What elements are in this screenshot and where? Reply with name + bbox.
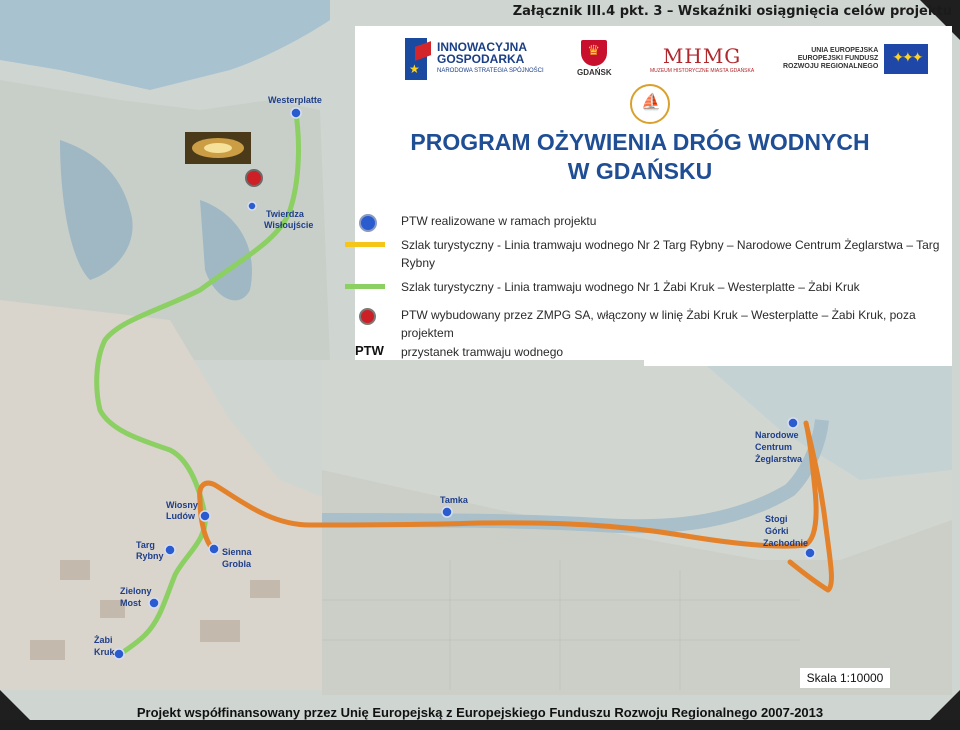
blue-circle-icon bbox=[359, 214, 377, 232]
yellow-line-icon bbox=[345, 242, 385, 247]
logo-ig-line2: GOSPODARKA bbox=[437, 52, 525, 66]
label-wiosny-2: Ludów bbox=[166, 511, 195, 521]
stop-stogi[interactable] bbox=[805, 548, 815, 558]
label-stogi-1: Stogi bbox=[765, 514, 788, 524]
label-twierdza-2: Wisłoujście bbox=[264, 220, 314, 230]
label-westerplatte: Westerplatte bbox=[268, 95, 322, 105]
legend-text: przystanek tramwaju wodnego bbox=[401, 345, 564, 359]
red-circle-icon bbox=[359, 308, 376, 325]
label-zielony-2: Most bbox=[120, 598, 141, 608]
legend-text: Szlak turystyczny - Linia tramwaju wodnego Nr 2 Targ Rybny – Narodowe Centrum Żeglarstwa – Targ Rybny bbox=[401, 238, 940, 270]
label-targ-2: Rybny bbox=[136, 551, 164, 561]
label-wiosny-1: Wiosny bbox=[166, 500, 198, 510]
label-zabi-2: Kruk bbox=[94, 647, 115, 657]
legend-text: Szlak turystyczny - Linia tramwaju wodnego Nr 1 Żabi Kruk – Westerplatte – Żabi Kruk bbox=[401, 280, 860, 294]
innowacyjna-gospodarka-logo bbox=[405, 38, 544, 80]
label-narodowe-2: Centrum bbox=[755, 442, 793, 452]
coat-of-arms-icon: ♛ bbox=[581, 40, 607, 66]
label-sienna-1: Sienna bbox=[222, 547, 252, 557]
stop-twierdza-wisloujscie[interactable] bbox=[248, 202, 256, 210]
ptw-abbreviation: PTW bbox=[355, 343, 384, 358]
green-line-icon bbox=[345, 284, 385, 289]
footer-text: Projekt współfinansowany przez Unię Europejską z Europejskiego Funduszu Rozwoju Regionalnego 2007-2013 bbox=[136, 705, 824, 720]
stop-tamka[interactable] bbox=[442, 507, 452, 517]
gdansk-logo-text: GDAŃSK bbox=[577, 68, 612, 77]
stop-narodowe-centrum[interactable] bbox=[788, 418, 798, 428]
label-sienna-2: Grobla bbox=[222, 559, 252, 569]
stop-twierdza-wisloujscie-red[interactable] bbox=[246, 170, 262, 186]
stop-zabi-kruk[interactable] bbox=[114, 649, 124, 659]
eu-fund-logo bbox=[783, 44, 928, 74]
stop-targ-rybny[interactable] bbox=[165, 545, 175, 555]
stop-zielony-most[interactable] bbox=[149, 598, 159, 608]
label-stogi-3: Zachodnie bbox=[763, 538, 809, 548]
mhmg-mark: MHMG bbox=[662, 44, 742, 68]
label-tamka: Tamka bbox=[440, 495, 468, 505]
flag-icon: ★ bbox=[405, 38, 433, 80]
logo-ig-line1: INNOWACYJNA bbox=[437, 40, 528, 54]
mhmg-logo bbox=[650, 44, 754, 74]
stop-wiosny-ludow[interactable] bbox=[200, 511, 210, 521]
label-zielony-1: Zielony bbox=[120, 586, 152, 596]
eu-line3: ROZWOJU REGIONALNEGO bbox=[783, 63, 879, 70]
mhmg-sub: MUZEUM HISTORYCZNE MIASTA GDAŃSKA bbox=[650, 68, 755, 74]
scale-label: Skala 1:10000 bbox=[800, 668, 890, 688]
logo-row bbox=[395, 34, 945, 114]
label-narodowe-1: Narodowe bbox=[755, 430, 799, 440]
eu-flag-icon: ✦✦✦ bbox=[884, 44, 928, 74]
page-title bbox=[395, 128, 885, 186]
eu-line2: EUROPEJSKI FUNDUSZ bbox=[797, 55, 879, 62]
eu-line1: UNIA EUROPEJSKA bbox=[811, 47, 879, 54]
legend-text: PTW realizowane w ramach projektu bbox=[401, 214, 597, 228]
label-twierdza-1: Twierdza bbox=[266, 209, 304, 219]
label-targ-1: Targ bbox=[136, 540, 155, 550]
label-narodowe-3: Żeglarstwa bbox=[755, 454, 803, 464]
ship-badge-logo bbox=[630, 84, 670, 124]
label-zabi-1: Żabi bbox=[94, 635, 113, 645]
logo-ig-line3: NARODOWA STRATEGIA SPÓJNOŚCI bbox=[437, 68, 544, 74]
label-stogi-2: Górki bbox=[765, 526, 789, 536]
gdansk-logo bbox=[577, 40, 612, 77]
title-line2: W GDAŃSKU bbox=[567, 158, 713, 184]
title-line1: PROGRAM OŻYWIENIA DRÓG WODNYCH bbox=[410, 129, 870, 155]
stop-westerplatte[interactable] bbox=[291, 108, 301, 118]
legend-text: PTW wybudowany przez ZMPG SA, włączony w linię Żabi Kruk – Westerplatte – Żabi Kruk, poza projektem bbox=[401, 308, 916, 340]
ship-icon: ⛵ bbox=[630, 84, 670, 124]
stop-sienna-grobla[interactable] bbox=[209, 544, 219, 554]
attachment-caption: Załącznik III.4 pkt. 3 – Wskaźniki osiągnięcia celów projektu bbox=[512, 4, 952, 19]
